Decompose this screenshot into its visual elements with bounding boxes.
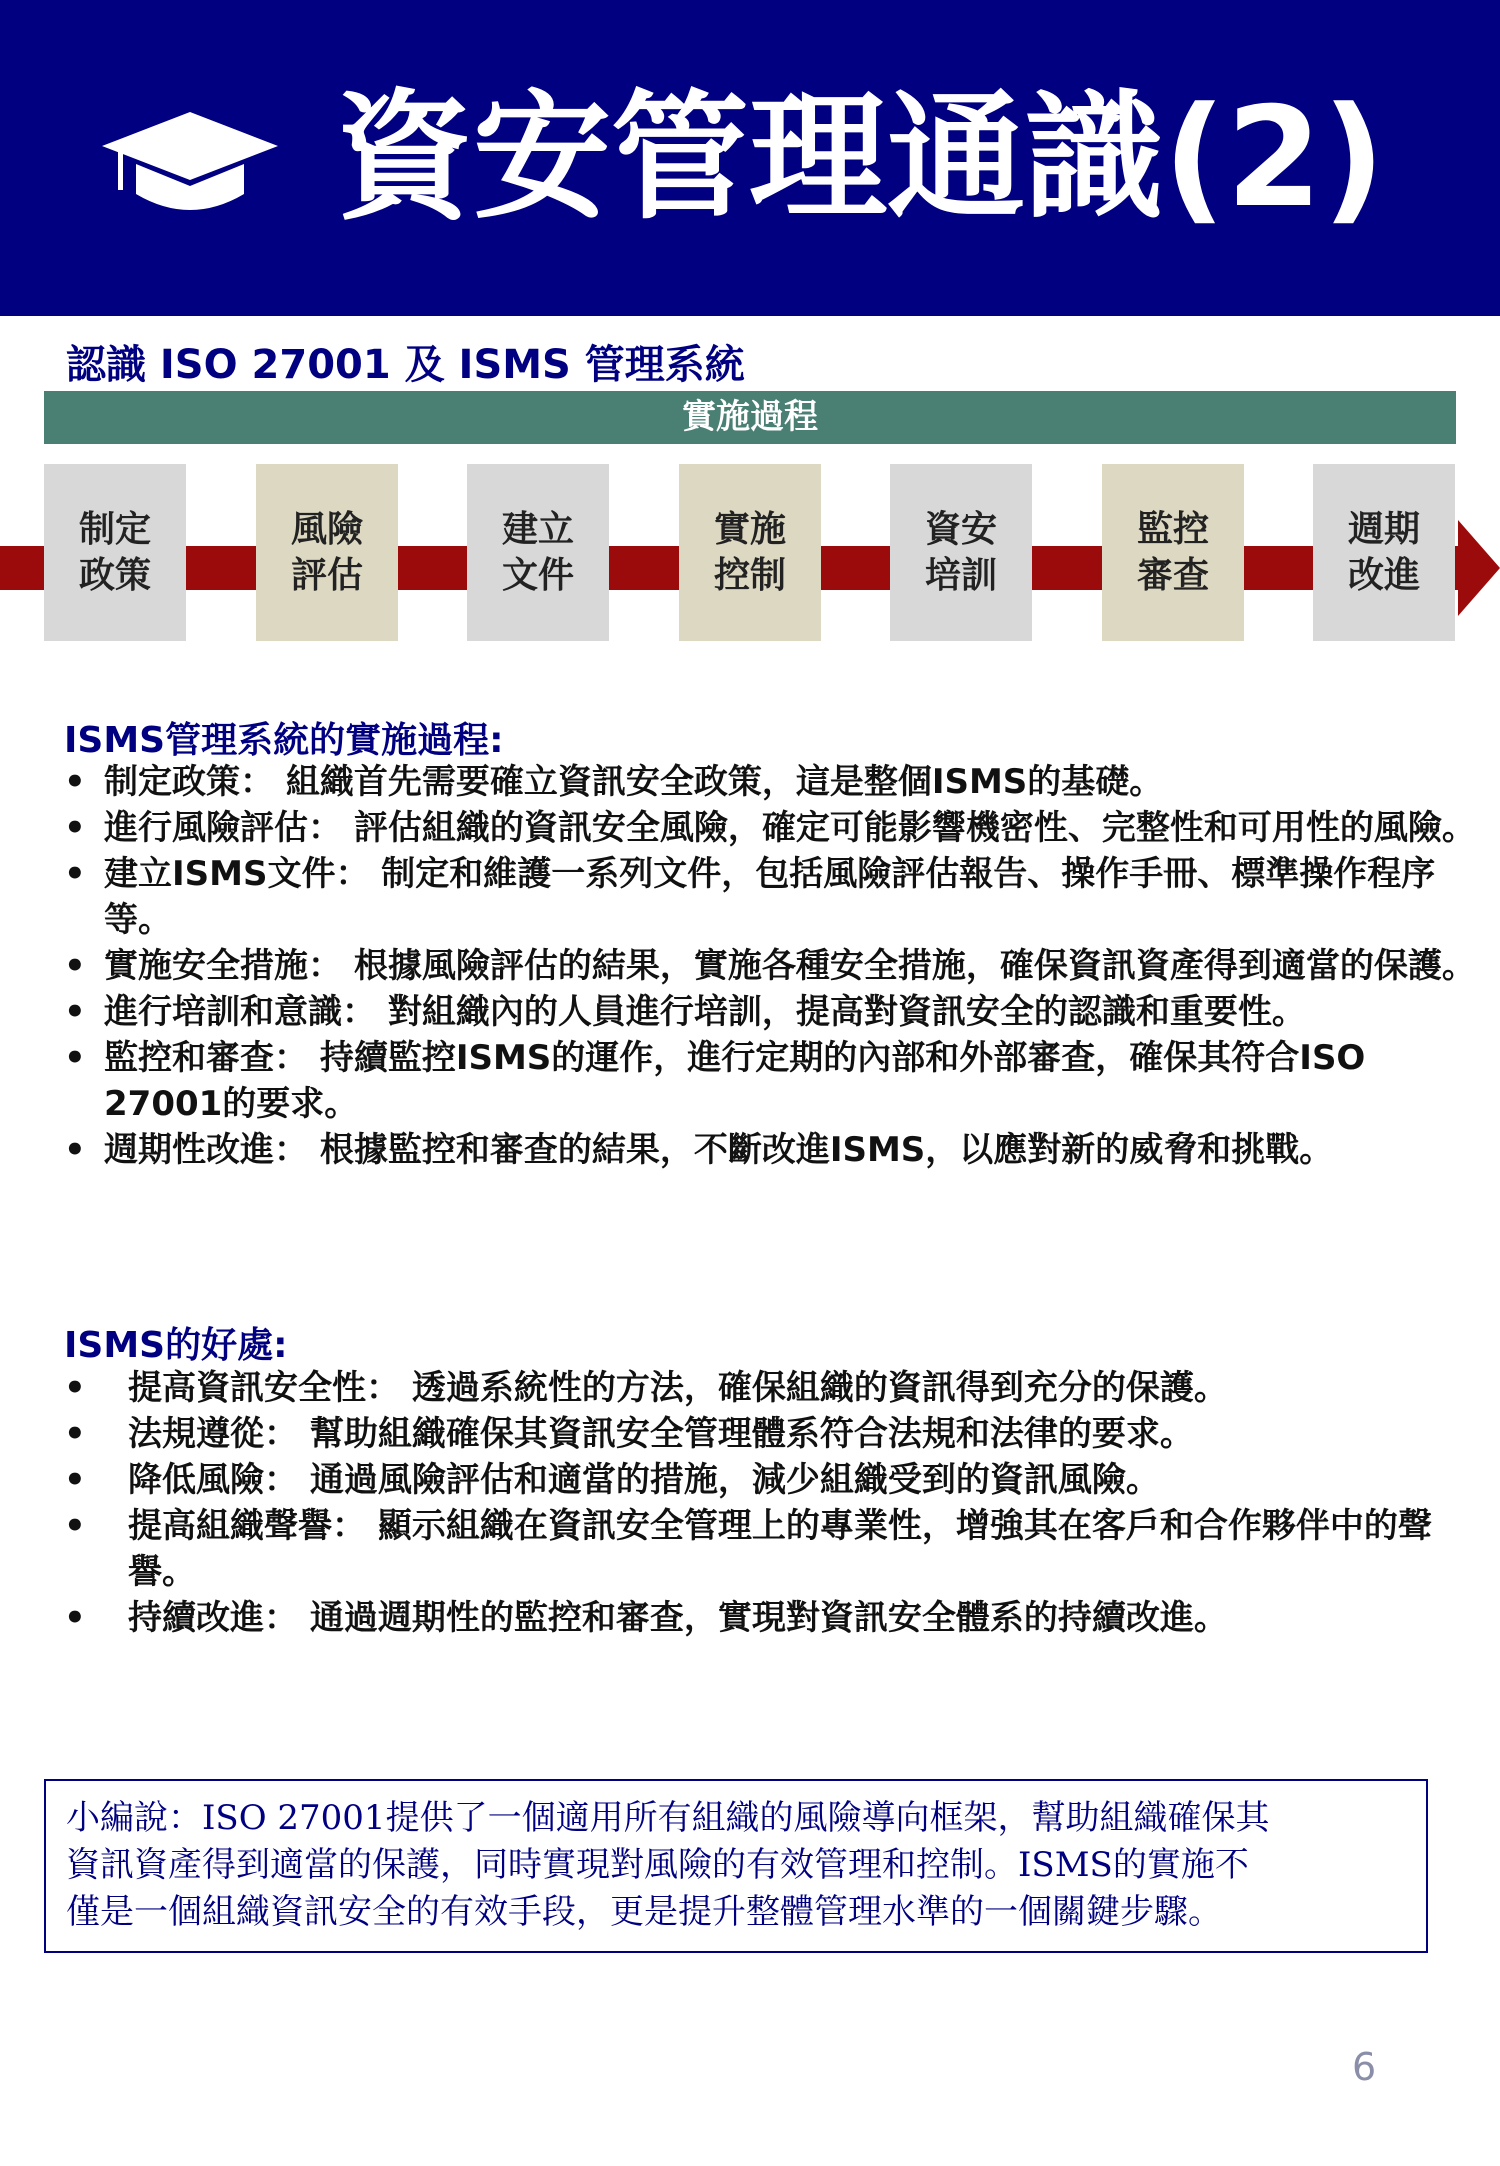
process-step-3: 建立 文件 bbox=[467, 464, 609, 641]
process-step-4: 實施 控制 bbox=[679, 464, 821, 641]
note-line: 僅是一個組織資訊安全的有效手段，更是提升整體管理水準的一個關鍵步驟。 bbox=[66, 1892, 1222, 1932]
editor-note-box bbox=[44, 1779, 1428, 1953]
process-step-1: 制定 政策 bbox=[44, 464, 186, 641]
process-step-5: 資安 培訓 bbox=[890, 464, 1032, 641]
list-item: • 實施安全措施： 根據風險評估的結果，實施各種安全措施，確保資訊資產得到適當的保護。 bbox=[58, 943, 1478, 989]
list-item: • 建立ISMS文件： 制定和維護一系列文件，包括風險評估報告、操作手冊、標準操作程序等。 bbox=[58, 851, 1478, 943]
header-banner bbox=[0, 0, 1500, 316]
list-item: • 持續改進： 通過週期性的監控和審查，實現對資訊安全體系的持續改進。 bbox=[58, 1595, 1478, 1641]
process-step-7: 週期 改進 bbox=[1313, 464, 1455, 641]
list-item: • 法規遵從： 幫助組織確保其資訊安全管理體系符合法規和法律的要求。 bbox=[58, 1411, 1478, 1457]
list-item: • 進行培訓和意識： 對組織內的人員進行培訓，提高對資訊安全的認識和重要性。 bbox=[58, 989, 1478, 1035]
page-title: 資安管理通識(2) bbox=[335, 77, 1386, 238]
note-line: 小編說：ISO 27001提供了一個適用所有組織的風險導向框架，幫助組織確保其 bbox=[66, 1798, 1270, 1838]
page-number: 6 bbox=[1352, 2045, 1377, 2089]
implementation-heading: ISMS管理系統的實施過程: bbox=[64, 720, 504, 761]
process-step-6: 監控 審查 bbox=[1102, 464, 1244, 641]
note-line: 資訊資產得到適當的保護，同時實現對風險的有效管理和控制。ISMS的實施不 bbox=[66, 1845, 1249, 1885]
process-bar-label: 實施過程 bbox=[44, 391, 1456, 444]
process-step-2: 風險 評估 bbox=[256, 464, 398, 641]
process-arrow-head-icon bbox=[1458, 520, 1500, 616]
list-item: • 週期性改進： 根據監控和審查的結果，不斷改進ISMS，以應對新的威脅和挑戰。 bbox=[58, 1127, 1478, 1173]
list-item: • 提高資訊安全性： 透過系統性的方法，確保組織的資訊得到充分的保護。 bbox=[58, 1365, 1478, 1411]
graduation-cap-icon bbox=[100, 108, 280, 216]
list-item: • 降低風險： 通過風險評估和適當的措施，減少組織受到的資訊風險。 bbox=[58, 1457, 1478, 1503]
list-item: • 監控和審查： 持續監控ISMS的運作，進行定期的內部和外部審查，確保其符合ISO 27001的要求。 bbox=[58, 1035, 1478, 1127]
list-item: • 提高組織聲譽： 顯示組織在資訊安全管理上的專業性，增強其在客戶和合作夥伴中的聲譽。 bbox=[58, 1503, 1478, 1595]
list-item: • 進行風險評估： 評估組織的資訊安全風險，確定可能影響機密性、完整性和可用性的風險。 bbox=[58, 805, 1478, 851]
benefits-list bbox=[58, 1365, 1478, 1641]
section-subtitle: 認識 ISO 27001 及 ISMS 管理系統 bbox=[66, 342, 745, 388]
implementation-list bbox=[58, 759, 1478, 1173]
list-item: • 制定政策： 組織首先需要確立資訊安全政策，這是整個ISMS的基礎。 bbox=[58, 759, 1478, 805]
benefits-heading: ISMS的好處: bbox=[64, 1325, 288, 1366]
